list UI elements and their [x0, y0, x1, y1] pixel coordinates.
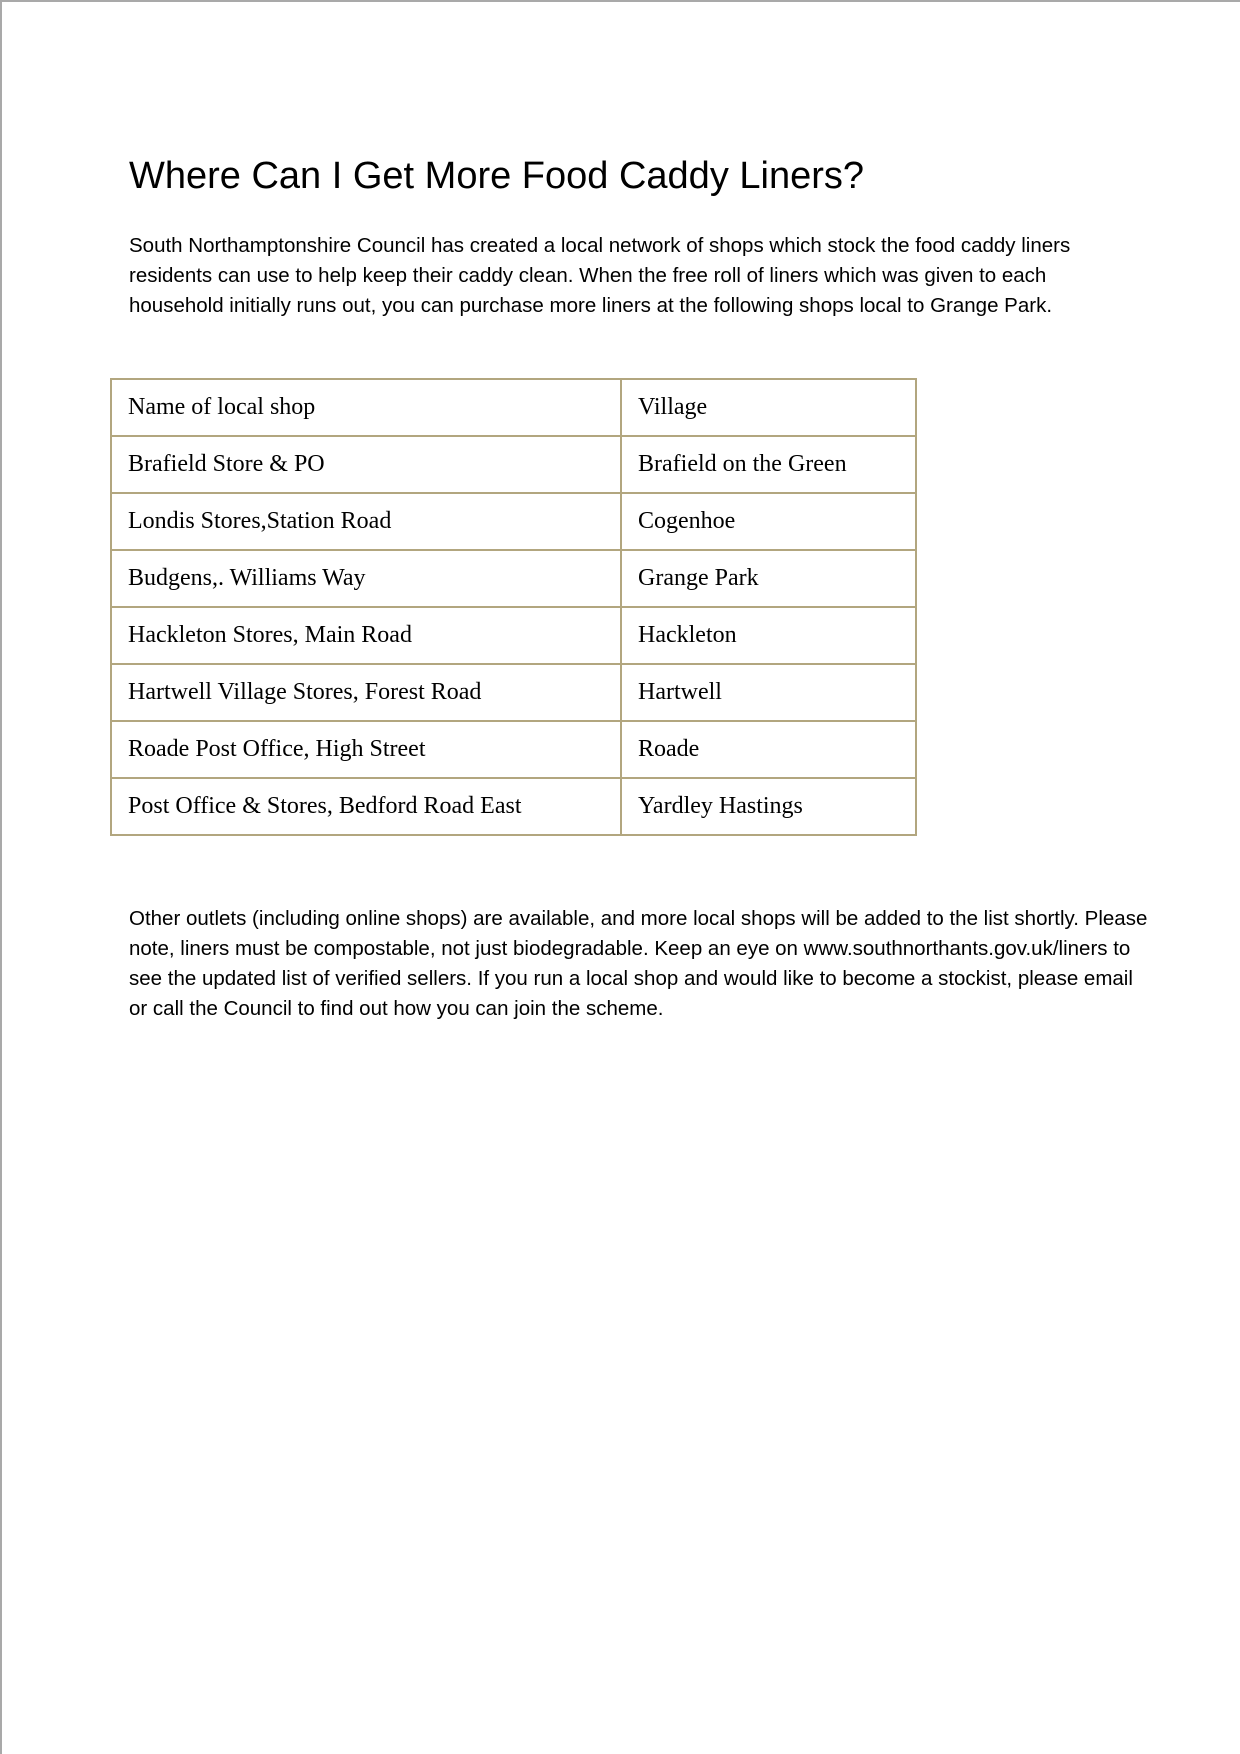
page-title: Where Can I Get More Food Caddy Liners?	[129, 155, 865, 197]
village-cell: Yardley Hastings	[621, 778, 916, 835]
table-row	[111, 664, 916, 721]
village-cell: Hartwell	[621, 664, 916, 721]
header-village: Village	[621, 379, 916, 436]
shop-name-cell: Post Office & Stores, Bedford Road East	[111, 778, 621, 835]
table-row	[111, 607, 916, 664]
shop-name-cell: Hartwell Village Stores, Forest Road	[111, 664, 621, 721]
outro-paragraph: Other outlets (including online shops) are available, and more local shops will be added to the list shortly. Please note, liners must be compostable, not just biodegradable. Keep an eye on www.southnorthants.gov.uk/liners to see the updated list of verified sellers. If you run a local shop and would like to become a stockist, please email or call the Council to find out how you can join the scheme.	[129, 907, 1148, 1020]
shop-name-cell: Roade Post Office, High Street	[111, 721, 621, 778]
shop-table	[110, 378, 917, 836]
header-shop-name: Name of local shop	[111, 379, 621, 436]
village-cell: Roade	[621, 721, 916, 778]
village-cell: Hackleton	[621, 607, 916, 664]
table-row	[111, 493, 916, 550]
table-header-row	[111, 379, 916, 436]
village-cell: Brafield on the Green	[621, 436, 916, 493]
table-row	[111, 721, 916, 778]
intro-paragraph: South Northamptonshire Council has created a local network of shops which stock the food caddy liners residents can use to help keep their caddy clean. When the free roll of liners which was given to each household initially runs out, you can purchase more liners at the following shops local to Grange Park.	[129, 234, 1071, 317]
table-row	[111, 436, 916, 493]
shop-name-cell: Brafield Store & PO	[111, 436, 621, 493]
shop-name-cell: Hackleton Stores, Main Road	[111, 607, 621, 664]
table-row	[111, 550, 916, 607]
shop-name-cell: Londis Stores,Station Road	[111, 493, 621, 550]
table-row	[111, 778, 916, 835]
village-cell: Cogenhoe	[621, 493, 916, 550]
shop-name-cell: Budgens,. Williams Way	[111, 550, 621, 607]
village-cell: Grange Park	[621, 550, 916, 607]
